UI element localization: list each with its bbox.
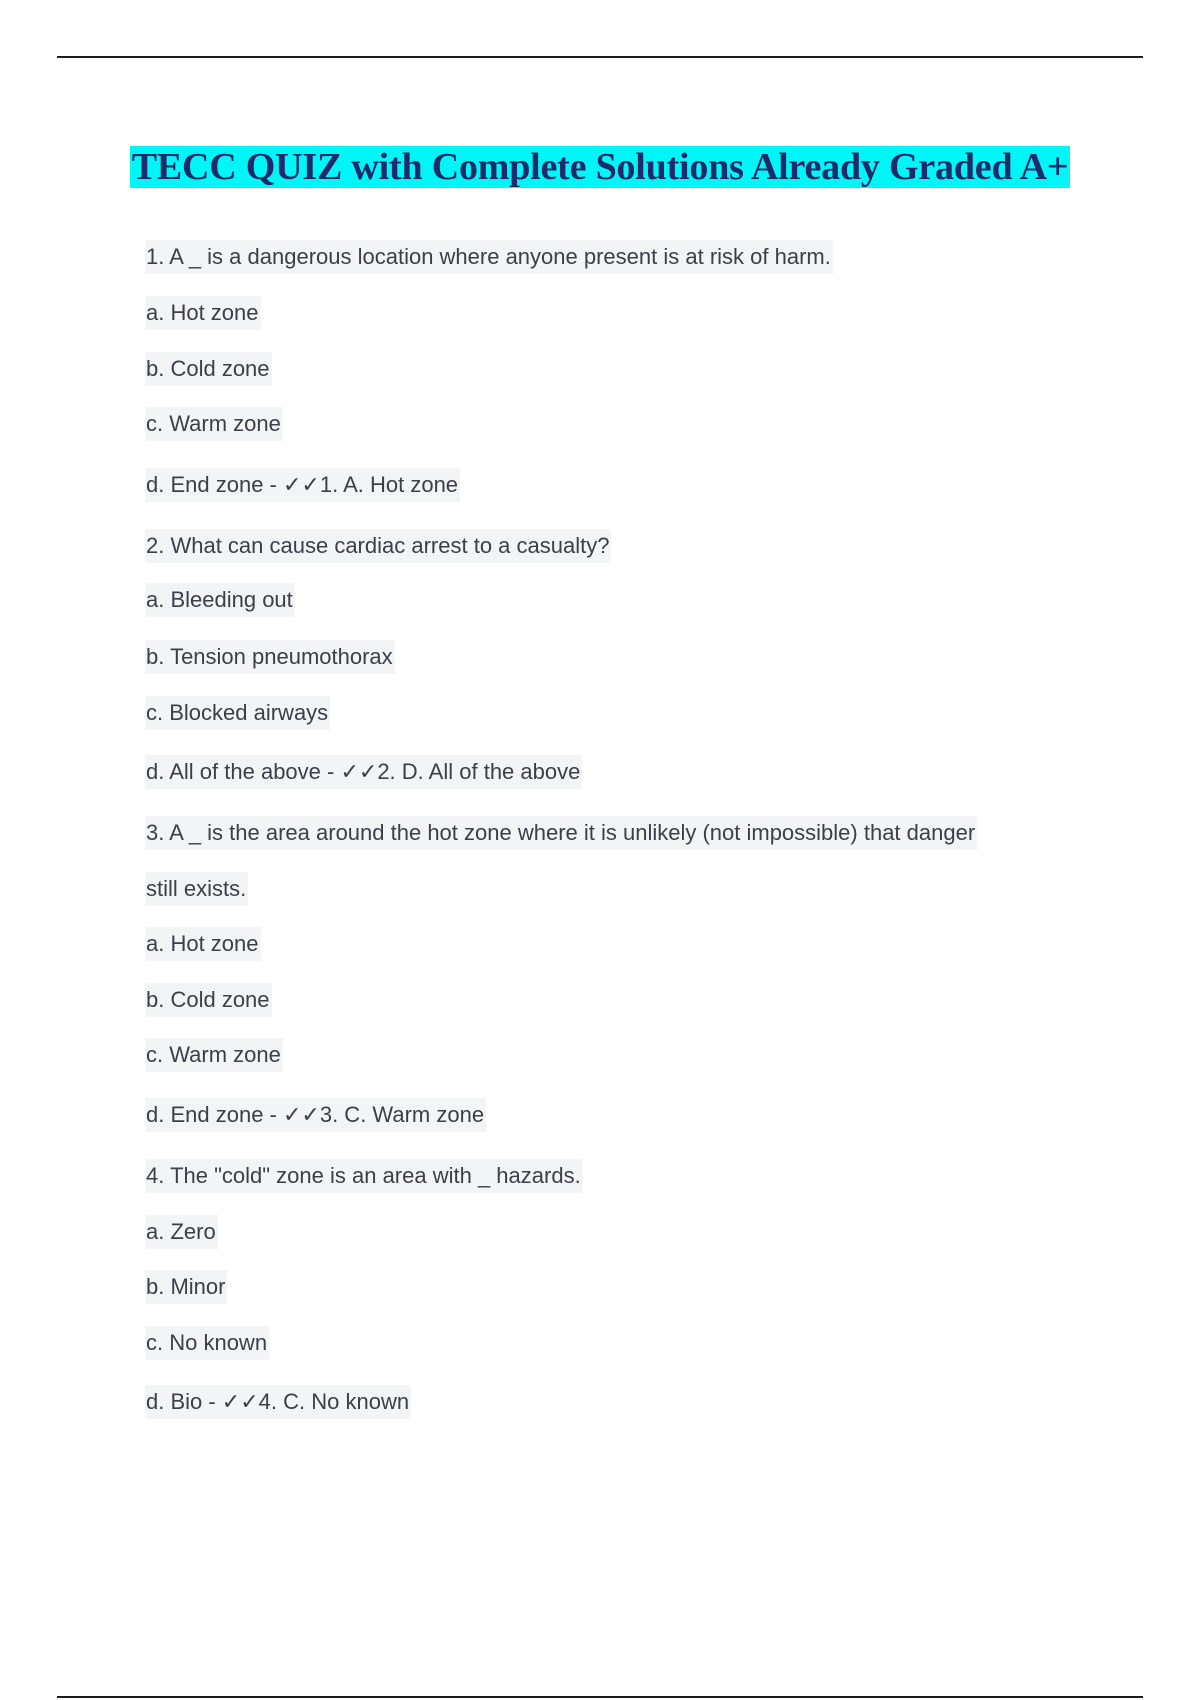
q1-option-c: c. Warm zone (145, 407, 283, 441)
q4-option-b: b. Minor (145, 1270, 227, 1304)
question-3-continued: still exists. (145, 872, 248, 906)
top-rule (57, 56, 1143, 58)
q1-option-d-answer: d. End zone - ✓✓1. A. Hot zone (145, 468, 460, 502)
q1-option-b: b. Cold zone (145, 352, 272, 386)
q4-option-d-answer: d. Bio - ✓✓4. C. No known (145, 1385, 411, 1419)
q2-option-d-answer: d. All of the above - ✓✓2. D. All of the above (145, 755, 582, 789)
q2-option-a: a. Bleeding out (145, 583, 295, 617)
document-title: TECC QUIZ with Complete Solutions Already Graded A+ (131, 146, 1069, 188)
bottom-rule (57, 1696, 1143, 1698)
q1-option-a: a. Hot zone (145, 296, 261, 330)
q2-option-b: b. Tension pneumothorax (145, 640, 395, 674)
q2-option-c: c. Blocked airways (145, 696, 330, 730)
question-4: 4. The "cold" zone is an area with _ hazards. (145, 1159, 583, 1193)
q3-option-c: c. Warm zone (145, 1038, 283, 1072)
q3-option-b: b. Cold zone (145, 983, 272, 1017)
q4-option-c: c. No known (145, 1326, 269, 1360)
q3-option-a: a. Hot zone (145, 927, 261, 961)
q3-option-d-answer: d. End zone - ✓✓3. C. Warm zone (145, 1098, 486, 1132)
question-3: 3. A _ is the area around the hot zone where it is unlikely (not impossible) that danger (145, 816, 977, 850)
title-container (0, 146, 1200, 188)
q4-option-a: a. Zero (145, 1215, 218, 1249)
question-1: 1. A _ is a dangerous location where anyone present is at risk of harm. (145, 240, 833, 274)
question-2: 2. What can cause cardiac arrest to a casualty? (145, 529, 611, 563)
